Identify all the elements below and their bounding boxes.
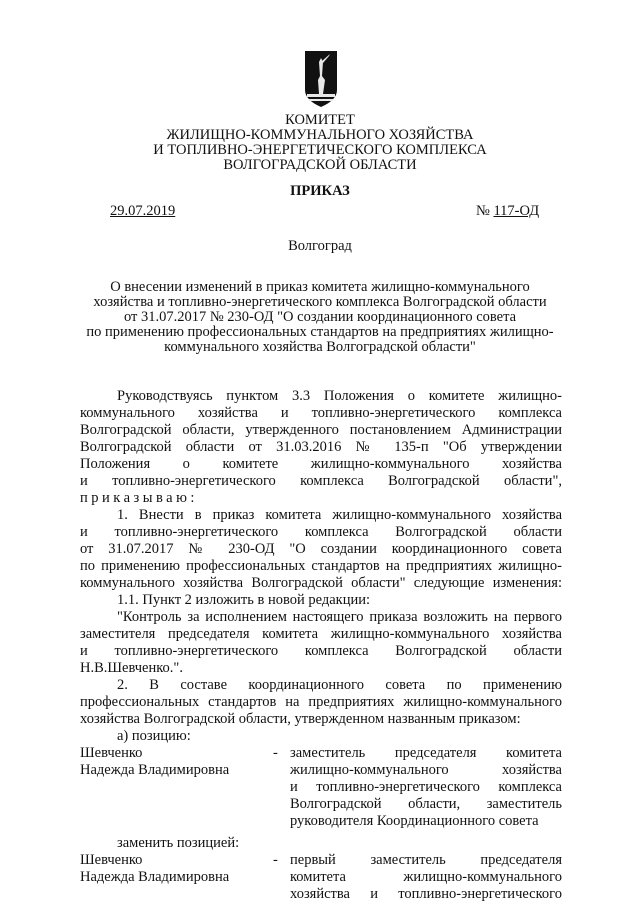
- position-line: жилищно-коммунального хозяйства: [290, 762, 562, 778]
- org-line-4: ВОЛГОГРАДСКОЙ ОБЛАСТИ: [223, 157, 417, 173]
- body-line: и топливно-энергетического комплекса Волгоградской области: [80, 524, 562, 540]
- body-line: коммунального хозяйства и топливно-энергетического комплекса: [80, 405, 562, 421]
- member-given-names: Надежда Владимировна: [80, 869, 230, 885]
- org-line-2: ЖИЛИЩНО-КОММУНАЛЬНОГО ХОЗЯЙСТВА: [166, 127, 474, 143]
- body-line: хозяйства Волгоградской области, утвержденном названным приказом:: [80, 711, 521, 727]
- position-line: заместитель председателя комитета: [290, 745, 562, 761]
- body-line: и топливно-энергетического комплекса Волгоградской области: [80, 643, 562, 659]
- prikazyvayu: приказываю:: [80, 490, 198, 506]
- body-line: профессиональных стандартов на предприятиях жилищно-коммунального: [80, 694, 562, 710]
- number-value: 117-ОД: [493, 203, 540, 219]
- dash: -: [273, 852, 278, 868]
- org-line-1: КОМИТЕТ: [285, 112, 355, 128]
- body-line: по применению профессиональных стандартов на предприятиях жилищно-: [80, 558, 562, 574]
- body-line: Руководствуясь пунктом 3.3 Положения о комитете жилищно-: [117, 388, 562, 404]
- body-line: от 31.07.2017 № 230-ОД "О создании координационного совета: [80, 541, 562, 557]
- position-line: руководителя Координационного совета: [290, 813, 539, 829]
- position-line: комитета жилищно-коммунального: [290, 869, 562, 885]
- body-line: 2. В составе координационного совета по применению: [117, 677, 562, 693]
- body-line: заменить позицией:: [117, 835, 240, 851]
- title-line-3: от 31.07.2017 № 230-ОД "О создании координационного совета: [123, 309, 517, 325]
- body-line: коммунального хозяйства Волгоградской области" следующие изменения:: [80, 575, 562, 591]
- body-line: Волгоградской области от 31.03.2016 № 135-п "Об утверждении: [80, 439, 562, 455]
- member-surname: Шевченко: [80, 852, 143, 868]
- position-line: хозяйства и топливно-энергетического: [290, 886, 562, 902]
- body-line: а) позицию:: [117, 728, 191, 744]
- body-line: 1. Внести в приказ комитета жилищно-коммунального хозяйства: [117, 507, 562, 523]
- coat-of-arms-emblem: [304, 50, 338, 108]
- body-line: Положения о комитете жилищно-коммунального хозяйства: [80, 456, 562, 472]
- body-line: заместителя председателя комитета жилищно-коммунального хозяйства: [80, 626, 562, 642]
- doc-type: ПРИКАЗ: [290, 183, 350, 199]
- org-line-3: И ТОПЛИВНО-ЭНЕРГЕТИЧЕСКОГО КОМПЛЕКСА: [153, 142, 487, 158]
- number-prefix: №: [476, 203, 494, 219]
- position-line: и топливно-энергетического комплекса: [290, 779, 562, 795]
- body-line: и топливно-энергетического комплекса Волгоградской области",: [80, 473, 562, 489]
- doc-number: [476, 203, 539, 220]
- position-line: первый заместитель председателя: [290, 852, 562, 868]
- city: Волгоград: [288, 238, 352, 254]
- title-line-5: коммунального хозяйства Волгоградской области": [164, 339, 476, 355]
- body-line: 1.1. Пункт 2 изложить в новой редакции:: [117, 592, 371, 608]
- body-line: "Контроль за исполнением настоящего приказа возложить на первого: [117, 609, 562, 625]
- title-line-2: хозяйства и топливно-энергетического комплекса Волгоградской области: [93, 294, 547, 310]
- title-line-1: О внесении изменений в приказ комитета жилищно-коммунального: [110, 279, 530, 295]
- body-line: Волгоградской области, утвержденного постановлением Администрации: [80, 422, 562, 438]
- position-line: Волгоградской области, заместитель: [290, 796, 562, 812]
- member-surname: Шевченко: [80, 745, 143, 761]
- doc-date: 29.07.2019: [110, 203, 176, 219]
- body-line: Н.В.Шевченко.".: [80, 660, 183, 676]
- title-line-4: по применению профессиональных стандартов на предприятиях жилищно-: [86, 324, 554, 340]
- member-given-names: Надежда Владимировна: [80, 762, 230, 778]
- dash: -: [273, 745, 278, 761]
